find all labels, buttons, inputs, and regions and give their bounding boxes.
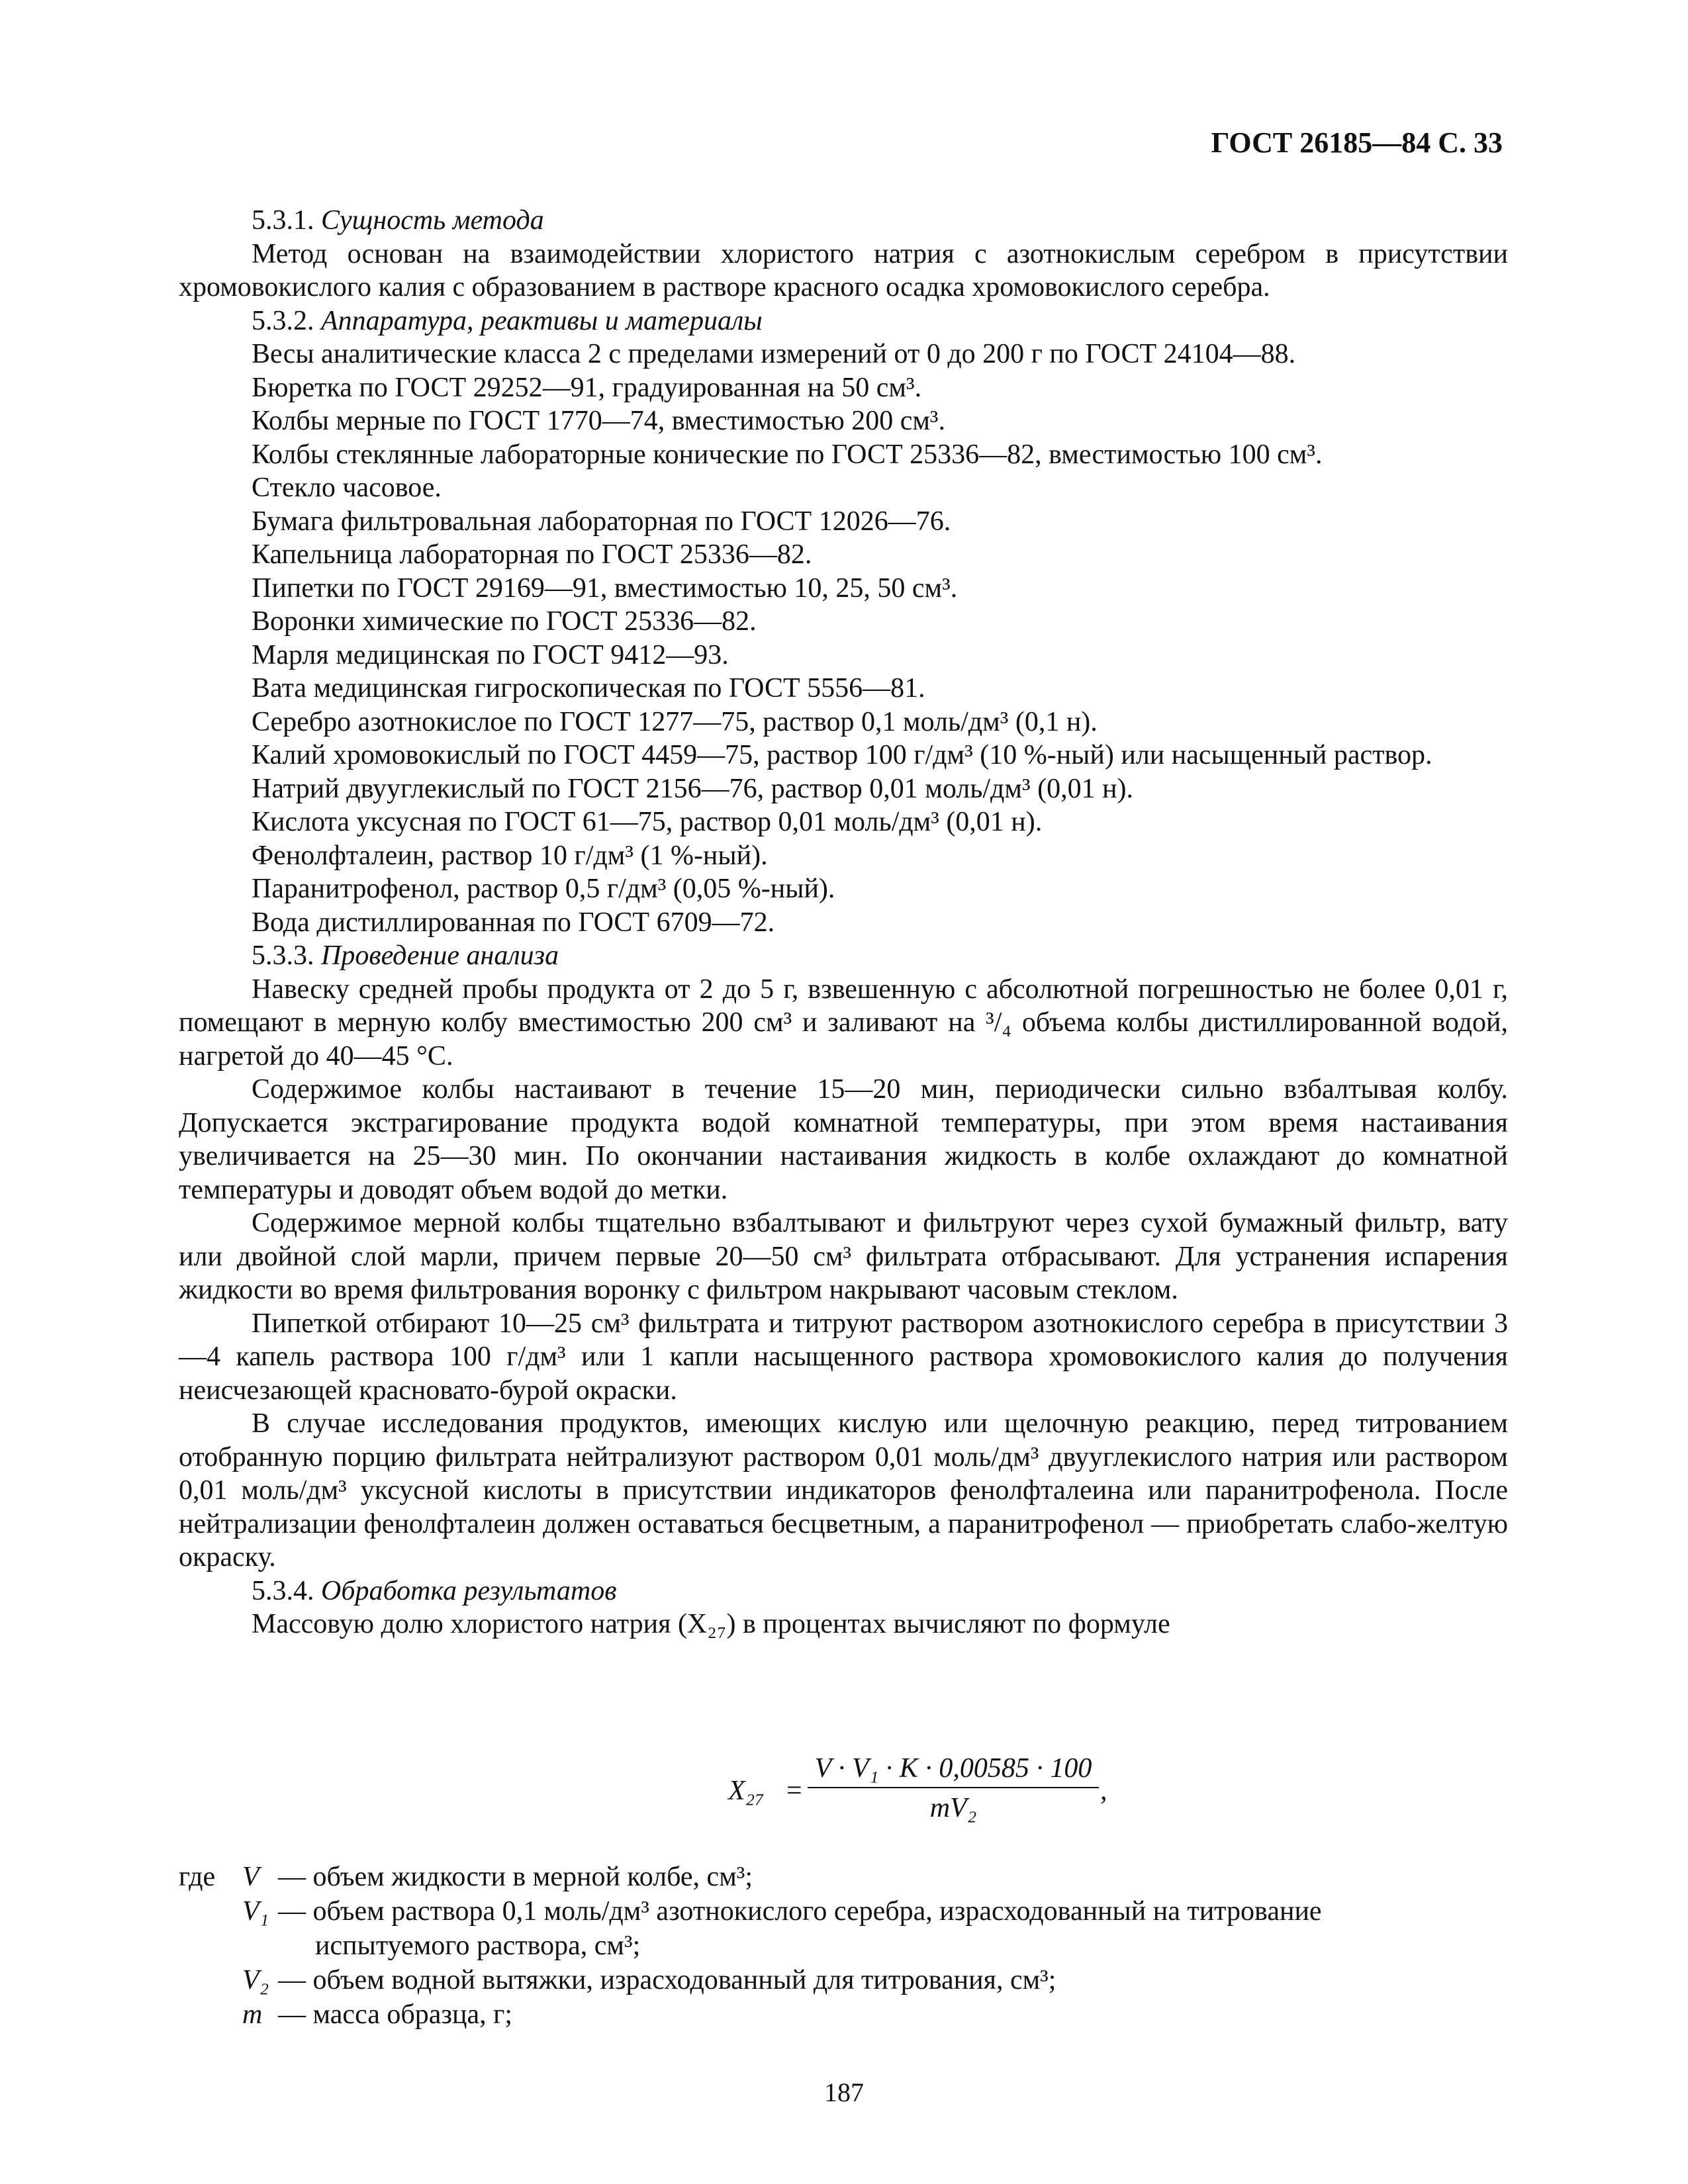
formula (722, 1752, 1317, 1832)
list-item: Бумага фильтровальная лабораторная по ГОСТ 12026—76. (252, 506, 951, 537)
section-title: Обработка результатов (321, 1575, 617, 1606)
variable-description: — объем водной вытяжки, израсходованный для титрования, см³; (278, 1965, 1056, 1995)
variable-description: — объем жидкости в мерной колбе, см³; (278, 1862, 753, 1892)
variable-description: — масса образца, г; (278, 1999, 512, 2030)
section-title: Сущность метода (321, 205, 544, 236)
paragraph: Содержимое колбы настаивают в течение 15—20 мин, периодически сильно взбалтывая колбу. Допускается экстрагирование продукта водой комнатной температуры, при этом время настаивания увеличивается на 25—30 мин. По окончании настаивания жидкость в колбе охлаждают до комнатной температуры и доводят объем водой до метки. (179, 1074, 1508, 1205)
section-number: 5.3.4. (252, 1575, 314, 1606)
list-item: Колбы стеклянные лабораторные конические по ГОСТ 25336—82, вместимостью 100 см³. (252, 439, 1323, 470)
variable-symbol: V₁ (242, 1896, 269, 1927)
formula-lhs: X₂₇ (728, 1776, 765, 1806)
list-item: Воронки химические по ГОСТ 25336—82. (252, 606, 757, 637)
section-number: 5.3.2. (252, 305, 314, 336)
section-5-3-3-heading (179, 939, 1508, 973)
list-item: Бюретка по ГОСТ 29252—91, градуированная на 50 см³. (252, 372, 922, 403)
list-item: Стекло часовое. (252, 473, 442, 503)
variable-symbol: V₂ (242, 1965, 269, 1995)
formula-equals: = (786, 1776, 802, 1806)
paragraph-method: Метод основан на взаимодействии хлористого натрия с азотнокислым серебром в присутствии хромовокислого калия с образованием в растворе красного осадка хромовокислого серебра. (179, 238, 1508, 302)
variable-symbol: m (242, 1999, 263, 2030)
page-body (179, 204, 1508, 1641)
section-number: 5.3.1. (252, 205, 314, 236)
list-item: Фенолфталеин, раствор 10 г/дм³ (1 %-ный). (252, 840, 768, 871)
list-item: Калий хромовокислый по ГОСТ 4459—75, раствор 100 г/дм³ (10 %-ный) или насыщенный раствор. (252, 740, 1432, 770)
paragraph: Навеску средней пробы продукта от 2 до 5 г, взвешенную с абсолютной погрешностью не более 0,01 г, помещают в мерную колбу вместимостью 200 см³ и заливают на ³/₄ объема колбы дистиллированной водой, нагретой до 40—45 °С. (179, 974, 1508, 1071)
paragraph: В случае исследования продуктов, имеющих кислую или щелочную реакцию, перед титрованием отобранную порцию фильтрата нейтрализуют раствором 0,01 моль/дм³ двууглекислого натрия или раствором 0,01 моль/дм³ уксусной кислоты в присутствии индикаторов фенолфталеина или паранитрофенола. После нейтрализации фенолфталеин должен оставаться бесцветным, а паранитрофенол — приобретать слабо-желтую окраску. (179, 1408, 1508, 1572)
list-item: Марля медицинская по ГОСТ 9412—93. (252, 639, 729, 670)
list-item: Весы аналитические класса 2 с пределами измерений от 0 до 200 г по ГОСТ 24104—88. (252, 339, 1296, 369)
list-item: Паранитрофенол, раствор 0,5 г/дм³ (0,05 %-ный). (252, 874, 835, 904)
document-header: ГОСТ 26185—84 С. 33 (1211, 126, 1503, 159)
list-item: Колбы мерные по ГОСТ 1770—74, вместимостью 200 см³. (252, 406, 946, 436)
description-continuation: испытуемого раствора, см³; (315, 1931, 641, 1961)
variable-definitions (179, 1860, 1503, 2032)
paragraph: Содержимое мерной колбы тщательно взбалтывают и фильтруют через сухой бумажный фильтр, вату или двойной слой марли, причем первые 20—50 см³ фильтрата отбрасывают. Для устранения испарения жидкости во время фильтрования воронку с фильтром накрывают часовым стеклом. (179, 1208, 1508, 1305)
definition-row (179, 1860, 1503, 1894)
list-item: Пипетки по ГОСТ 29169—91, вместимостью 10, 25, 50 см³. (252, 572, 958, 604)
section-number: 5.3.3. (252, 940, 314, 971)
paragraph: Пипеткой отбирают 10—25 см³ фильтрата и титруют раствором азотнокислого серебра в присутствии 3—4 капель раствора 100 г/дм³ или 1 капли насыщенного раствора хромовокислого калия до получения неисчезающей красновато-бурой окраски. (179, 1308, 1508, 1406)
formula-comma: , (1100, 1776, 1107, 1806)
section-title: Аппаратура, реактивы и материалы (321, 305, 763, 336)
where-label: где (179, 1862, 216, 1892)
section-5-3-4-heading (179, 1574, 1508, 1608)
page-number: 187 (824, 2077, 864, 2107)
list-item: Кислота уксусная по ГОСТ 61—75, раствор 0,01 моль/дм³ (0,01 н). (252, 807, 1043, 837)
section-5-3-1-heading (179, 204, 1508, 238)
formula-denominator: mV₂ (929, 1793, 977, 1823)
formula-numerator: V · V₁ · K · 0,00585 · 100 (814, 1753, 1092, 1784)
equipment-list (179, 338, 1508, 939)
list-item: Серебро азотнокислое по ГОСТ 1277—75, раствор 0,1 моль/дм³ (0,1 н). (252, 706, 1098, 737)
definition-row (179, 1997, 1503, 2032)
list-item: Капельница лабораторная по ГОСТ 25336—82. (252, 539, 812, 570)
variable-symbol: V (242, 1862, 259, 1892)
formula-intro: Массовую долю хлористого натрия (X₂₇) в процентах вычисляют по формуле (252, 1609, 1170, 1639)
description-text: — объем раствора 0,1 моль/дм³ азотнокислого серебра, израсходованный на титрование (278, 1896, 1322, 1927)
variable-description (278, 1894, 1503, 1963)
definition-row (179, 1894, 1503, 1963)
list-item: Вата медицинская гигроскопическая по ГОСТ 5556—81. (252, 673, 925, 704)
definition-row (179, 1963, 1503, 1997)
section-5-3-2-heading (179, 304, 1508, 338)
list-item: Вода дистиллированная по ГОСТ 6709—72. (252, 907, 775, 938)
list-item: Натрий двууглекислый по ГОСТ 2156—76, раствор 0,01 моль/дм³ (0,01 н). (252, 773, 1134, 804)
fraction-bar (808, 1787, 1099, 1788)
section-title: Проведение анализа (321, 940, 559, 971)
